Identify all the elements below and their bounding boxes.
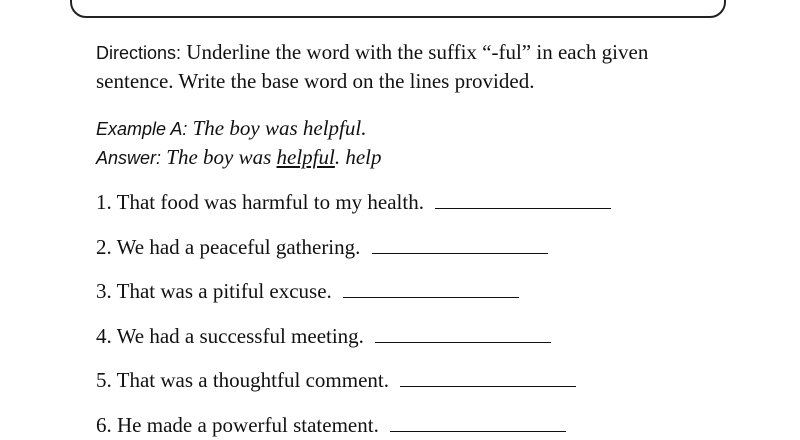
question-sentence: That was a pitiful excuse. [116,279,332,303]
question-number: 1. [96,190,112,214]
question-list [96,188,776,440]
question-sentence: We had a successful meeting. [116,323,364,348]
directions [96,38,716,95]
answer-punctuation: . [334,145,341,169]
answer-base-word: help [345,145,382,169]
question-number: 6. [96,412,112,437]
directions-text: Underline the word with the suffix “-ful” in each given sentence. Write the base word on the lines provided. [96,40,649,93]
question-item [96,366,776,411]
example-sentence: The boy was helpful. [192,116,367,140]
directions-label: Directions: [96,43,182,63]
answer-prefix: The boy was [166,145,272,169]
example-block [96,114,382,172]
answer-blank-line[interactable] [435,190,611,209]
answer-blank-line[interactable] [375,324,551,343]
header-box [70,0,726,18]
answer-blank-line[interactable] [390,413,566,432]
answer-label: Answer: [96,148,162,168]
answer-line [96,143,382,172]
question-item [96,188,776,233]
question-sentence: We had a peaceful gathering. [116,234,361,259]
question-item [96,322,776,367]
question-sentence: That food was harmful to my health. [116,190,424,214]
example-label: Example A: [96,119,188,139]
answer-blank-line[interactable] [343,279,519,298]
example-line [96,114,382,143]
question-sentence: That was a thoughtful comment. [116,368,389,392]
question-item [96,233,776,278]
question-number: 3. [96,279,112,303]
question-sentence: He made a powerful statement. [117,412,379,437]
question-number: 5. [96,368,112,392]
answer-blank-line[interactable] [372,235,548,254]
question-number: 4. [96,323,112,348]
answer-underlined-word: helpful [276,145,335,169]
question-item [96,277,776,322]
question-number: 2. [96,234,112,259]
answer-blank-line[interactable] [400,368,576,387]
question-item [96,411,776,440]
